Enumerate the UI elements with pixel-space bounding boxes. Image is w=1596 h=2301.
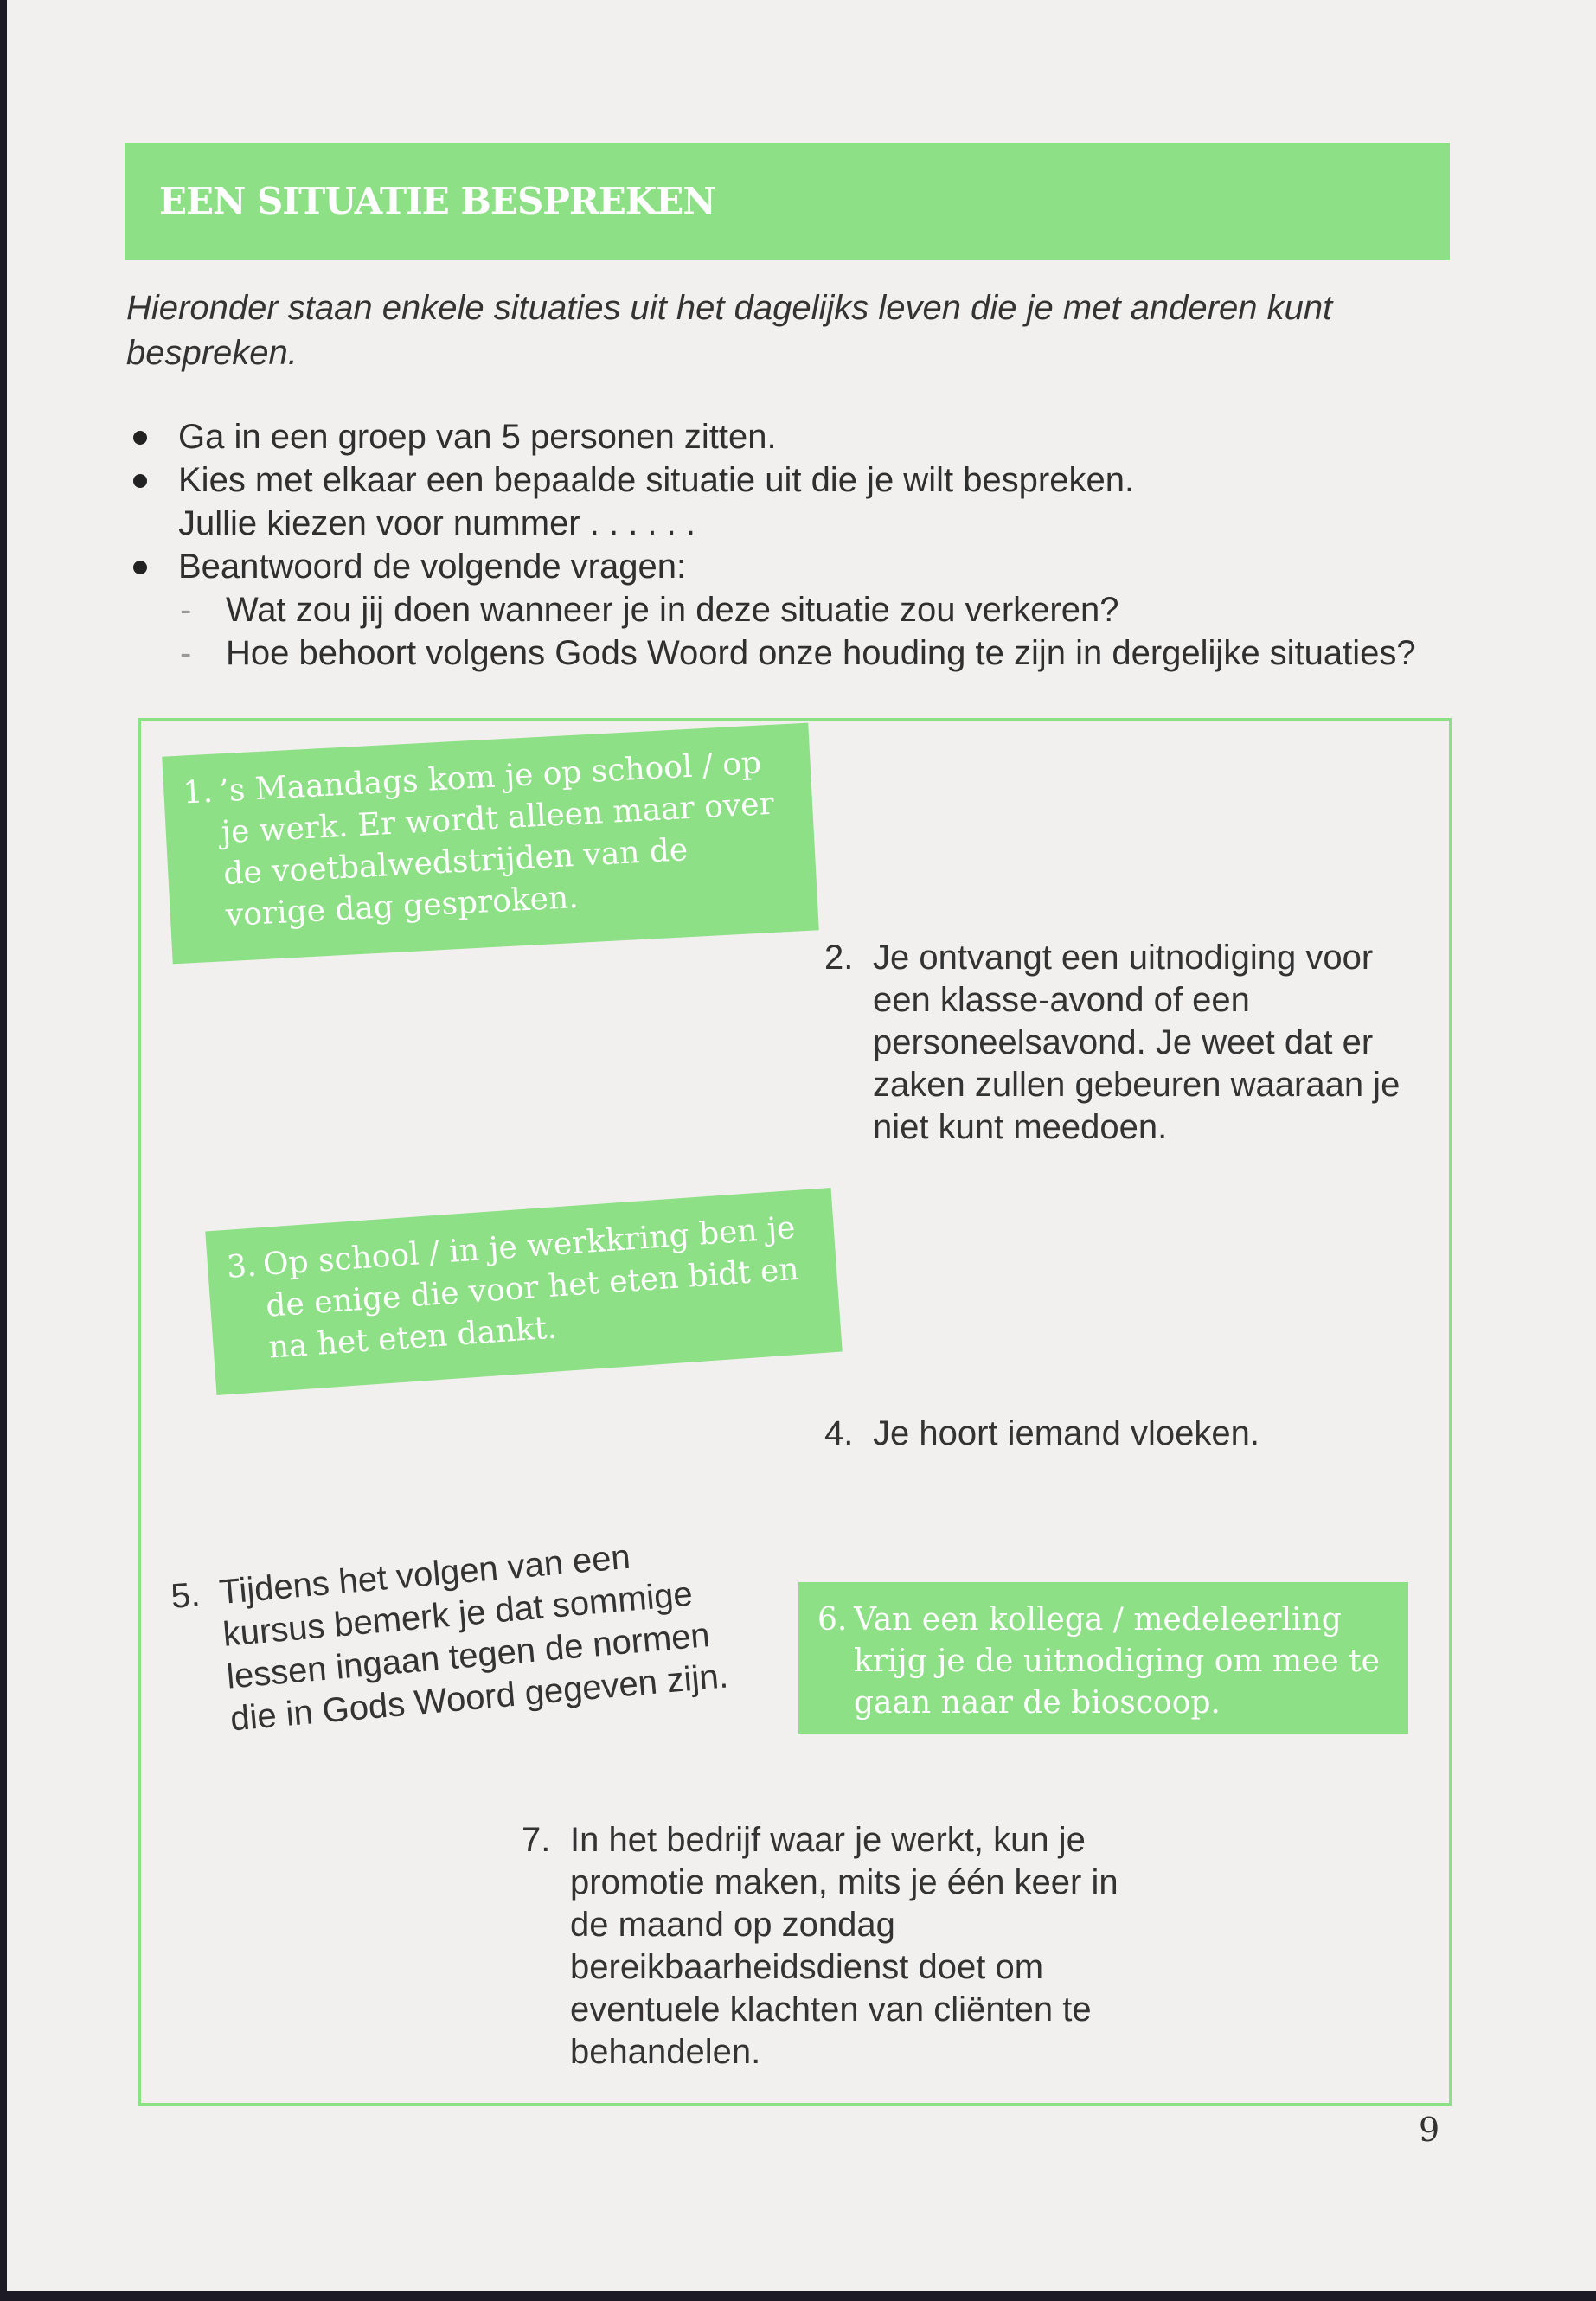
situation-text: Van een kollega / medeleerling krijg je de uitnodiging om mee te gaan naar de bioscoop. [854,1602,1380,1721]
situation-number: 2. [824,939,854,977]
bullet-icon [133,431,147,445]
situation-7 [522,1819,1144,2073]
situation-text: In het bedrijf waar je werkt, kun je promotie maken, mits je één keer in de maand op zondag bereikbaarheidsdienst doet om eventuele klachten van cliënten te behandelen. [570,1821,1118,2071]
bullet-icon [133,561,147,574]
situation-text: Je ontvangt een uitnodiging voor een klasse-avond of een personeelsavond. Je weet dat er zaken zullen gebeuren waaraan je niet kunt meedoen. [873,939,1401,1146]
question-text: Hoe behoort volgens Gods Woord onze houding te zijn in dergelijke situaties? [226,634,1416,672]
situation-2 [824,937,1430,1149]
situation-text: Op school / in je werkkring ben je de enige die voor het eten bidt en na het eten dankt. [261,1209,800,1366]
dash-icon: - [180,634,192,672]
intro-text: Hieronder staan enkele situaties uit het dagelijks leven die je met anderen kunt bespreken. [126,289,1333,372]
situation-number: 7. [522,1821,551,1859]
situation-4 [824,1413,1430,1455]
situation-text: Je hoort iemand vloeken. [873,1414,1259,1452]
instruction-text: Ga in een groep van 5 personen zitten. [178,418,777,456]
situation-5 [170,1527,753,1746]
situation-text: Tijdens het volgen van een kursus bemerk je dat sommige lessen ingaan tegen de normen die in Gods Woord gegeven zijn. [217,1537,730,1739]
instruction-subtext: Jullie kiezen voor nummer . . . . . . [178,504,695,542]
dash-icon: - [180,591,192,629]
page [7,0,1596,2291]
situation-1 [162,723,819,965]
instruction-list [126,415,1458,675]
question-item [178,588,1458,631]
section-title: EEN SITUATIE BESPREKEN [159,180,715,222]
instruction-item [126,458,1458,545]
instruction-text: Kies met elkaar een bepaalde situatie uit die je wilt bespreken. [178,461,1135,499]
instruction-item [126,545,1458,675]
situation-number: 1. [182,773,214,811]
section-header [125,143,1450,260]
situation-number: 4. [824,1414,854,1452]
situations-box [138,718,1452,2106]
situation-text: ’s Maandags kom je op school / op je werk. Er wordt alleen maar over de voetbalwedstrijden van de vorige dag gesproken. [218,745,775,934]
situation-number: 3. [225,1247,258,1285]
situation-3 [205,1188,842,1395]
situation-number: 6. [817,1602,848,1638]
instruction-text: Beantwoord de volgende vragen: [178,548,687,586]
page-number: 9 [1419,2111,1440,2149]
question-text: Wat zou jij doen wanneer je in deze situatie zou verkeren? [226,591,1119,629]
instruction-item [126,415,1458,458]
situation-6 [798,1582,1408,1734]
bullet-icon [133,474,147,488]
question-item [178,631,1458,675]
situation-number: 5. [169,1575,202,1616]
